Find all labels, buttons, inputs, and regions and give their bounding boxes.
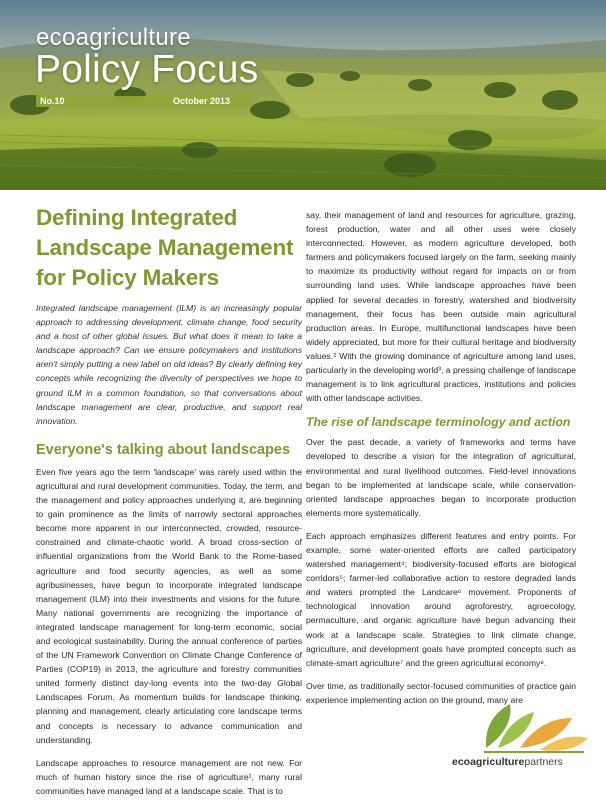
issue-date: October 2013 xyxy=(173,96,231,106)
intro-paragraph: Integrated landscape management (ILM) is an increasingly popular approach to addressing development, climate change, food security and a host of other global issues. But what does it mean to take a landscape approach? Can we ensure policymakers and institutions aren't simply putting a new label on old ideas? By clearly defining key concepts while recognizing the diversity of perspectives we hope to ground ILM in a common foundation, so that conversations about landscape management are clear, productive, and support real innovation. xyxy=(36,303,302,426)
section-heading-terminology: The rise of landscape terminology and action xyxy=(306,415,571,430)
body-paragraph: Each approach emphasizes different features and entry points. For example, some water-oriented efforts are called participatory watershed management⁴; biodiversity-focused efforts are biological corridors⁵; farmer-led collaborative action to restore degraded lands and waters prompted the Landcare⁶ movement. Proponents of technological innovation around agroforestry, agroecology, permaculture, and organic agriculture have begun advancing their work at a landscape scale. Strategies to link climate change, agriculture, and development goals have prompted concepts such as climate-smart agriculture⁷ and the green agricultural economy⁸. xyxy=(306,530,576,668)
brand-line: ecoagriculture xyxy=(36,24,191,51)
header-banner xyxy=(0,0,606,190)
section-heading-landscapes: Everyone's talking about landscapes xyxy=(36,441,291,458)
body-paragraph: say, their management of land and resources for agriculture, grazing, forest production, water and all other uses were closely interconnected. However, as modern agriculture developed, both farmers and policymakers focused largely on the farm, seeking mainly to maximize its productivity without regard for impacts on or from surrounding land uses. While landscape approaches have been applied for several decades in forestry, watershed and biodiversity management, their focus has been outside main agricultural production areas. In Europe, multifunctional landscapes have been widely appreciated, but more for their cultural heritage and biodiversity values.² With the growing dominance of agriculture among land uses, particularly in the developing world³, a pressing challenge of landscape management is to link agricultural practices, institutions and policies with other landscape activities. xyxy=(306,210,576,404)
right-column xyxy=(306,208,576,716)
logo-wordmark xyxy=(452,756,563,768)
left-column xyxy=(36,200,302,807)
ecoagriculture-partners-logo xyxy=(452,698,592,778)
leaf-logo-icon xyxy=(480,698,590,754)
logo-wordmark-regular: partners xyxy=(524,756,563,768)
logo-wordmark-bold: ecoagriculture xyxy=(452,756,525,768)
body-paragraph: Over time, as traditionally sector-focused communities of practice gain experience implementing action on the ground, many are xyxy=(306,680,576,705)
publication-title: Policy Focus xyxy=(35,48,259,91)
body-paragraph: Landscape approaches to resource management are not new. For much of human history since the rise of agriculture¹, many rural communities have managed land at a landscape scale. That is to xyxy=(36,757,302,796)
body-paragraph: Over the past decade, a variety of frameworks and terms have developed to describe a vision for the integration of agricultural, environmental and rural livelihood outcomes. Field-level innovations began to be implemented at landscape scale, while conservation-oriented landscape approaches began to incorporate production elements more systematically. xyxy=(306,437,576,518)
article-title: Defining Integrated Landscape Management for Policy Makers xyxy=(36,205,294,290)
body-paragraph: Even five years ago the term 'landscape' was rarely used within the agricultural and rural development communities. Today, the term, and the management and policy approaches underlying it, are beginning to gain prominence as the limits of narrowly sectoral approaches become more apparent in our interconnected, crowded, resource-constrained and climate-chaotic world. A broad cross-section of influential organizations from the World Bank to the Rome-based agriculture and food security agencies, as well as some agribusinesses, have begun to incorporate integrated landscape management (ILM) into their investments and visions for the future. Many national governments are recognizing the importance of integrated landscape management for long-term economic, social and ecological sustainability. During the annual conference of parties of the UN Framework Convention on Climate Change Conference of Parties (COP19) in 2013, the agriculture and forestry communities united formerly distinct day-long events into the two-day Global Landscapes Forum. As momentum builds for landscape thinking, planning and management, clearly articulating core landscape terms and concepts is necessary to advance communication and understanding. xyxy=(36,466,302,745)
issue-number: No.10 xyxy=(40,96,65,106)
